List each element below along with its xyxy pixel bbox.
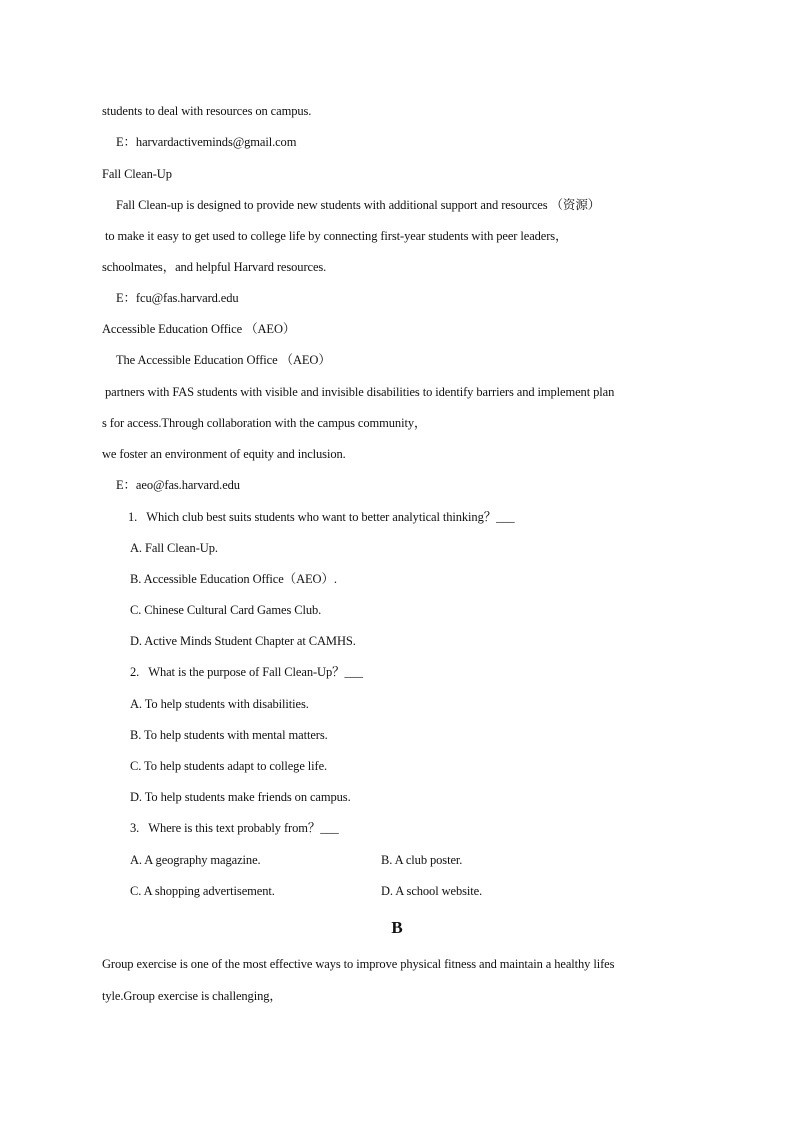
paragraph-line: we foster an environment of equity and inclusion.: [102, 447, 346, 461]
paragraph-line: to make it easy to get used to college life by connecting first-year students with peer leaders，: [105, 229, 568, 243]
email-line: E：harvardactiveminds@gmail.com: [116, 135, 297, 149]
question-option: D. Active Minds Student Chapter at CAMHS.: [130, 634, 356, 648]
section-title-aeo: Accessible Education Office （AEO）: [102, 322, 296, 336]
question-option: C. Chinese Cultural Card Games Club.: [130, 603, 322, 617]
question-stem: 1. Which club best suits students who want to better analytical thinking？___: [128, 510, 515, 524]
email-line: E：fcu@fas.harvard.edu: [116, 291, 239, 305]
paragraph-line: students to deal with resources on campus.: [102, 104, 312, 118]
question-option: D. A school website.: [381, 884, 483, 898]
paragraph-line: tyle.Group exercise is challenging，: [102, 989, 282, 1003]
paragraph-line: Group exercise is one of the most effective ways to improve physical fitness and maintain a healthy lifes: [102, 957, 615, 971]
paragraph-line: The Accessible Education Office （AEO）: [116, 353, 331, 367]
question-option: B. Accessible Education Office（AEO）.: [130, 572, 337, 586]
paragraph-line: s for access.Through collaboration with the campus community，: [102, 416, 427, 430]
question-option: B. To help students with mental matters.: [130, 728, 328, 742]
email-line: E：aeo@fas.harvard.edu: [116, 478, 240, 492]
question-option: B. A club poster.: [381, 853, 463, 867]
question-option: C. To help students adapt to college life.: [130, 759, 328, 773]
section-heading-b: B: [391, 918, 403, 937]
paragraph-line: schoolmates，and helpful Harvard resources.: [102, 260, 327, 274]
question-stem: 2. What is the purpose of Fall Clean-Up？___: [130, 665, 363, 679]
section-title-fall-clean-up: Fall Clean-Up: [102, 167, 172, 181]
question-stem: 3. Where is this text probably from？___: [130, 821, 339, 835]
question-option: A. Fall Clean-Up.: [130, 541, 218, 555]
question-option: A. To help students with disabilities.: [130, 697, 309, 711]
paragraph-line: partners with FAS students with visible and invisible disabilities to identify barriers and implement plan: [105, 385, 615, 399]
question-option: C. A shopping advertisement.: [130, 884, 275, 898]
paragraph-line: Fall Clean-up is designed to provide new students with additional support and resources （资源）: [116, 198, 601, 212]
question-option: A. A geography magazine.: [130, 853, 261, 867]
question-option: D. To help students make friends on campus.: [130, 790, 351, 804]
